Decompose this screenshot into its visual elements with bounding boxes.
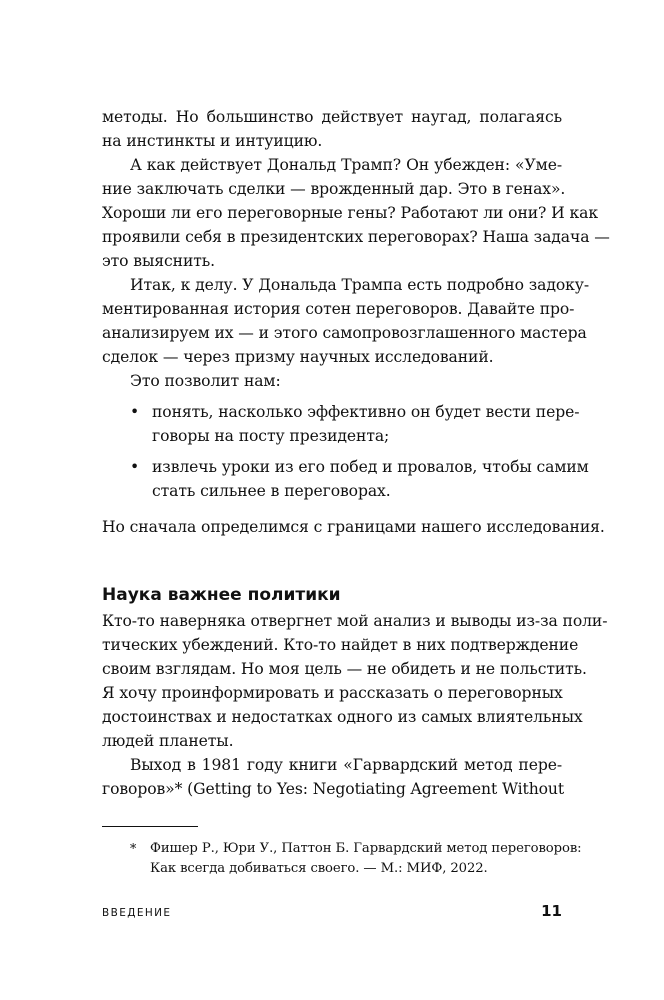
body-text-line: своим взглядам. Но моя цель — не обидеть и не польстить.: [102, 660, 587, 678]
bullet-item-line: понять, насколько эффективно он будет вести пере-: [152, 403, 580, 421]
body-text-line: анализируем их — и этого самопровозглашенного мастера: [102, 324, 587, 342]
bullet-item-line: стать сильнее в переговорах.: [152, 482, 391, 500]
body-text-line: методы. Но большинство действует наугад, полагаясь: [102, 108, 562, 126]
body-text-line: говоров»* (Getting to Yes: Negotiating Agreement Without: [102, 780, 565, 798]
footnote-line: Как всегда добиваться своего. — М.: МИФ, 2022.: [150, 861, 488, 876]
body-text-line: Это позволит нам:: [130, 372, 281, 390]
body-text-line: это выяснить.: [102, 252, 216, 270]
footnote-line: Фишер Р., Юри У., Паттон Б. Гарвардский метод переговоров:: [150, 841, 582, 856]
body-text-line: Выход в 1981 году книги «Гарвардский метод пере-: [130, 756, 562, 774]
bullet-item-line: говоры на посту президента;: [152, 427, 390, 445]
footnote-marker: *: [130, 841, 137, 856]
bullet-item-line: извлечь уроки из его побед и провалов, чтобы самим: [152, 458, 589, 476]
body-text-line: ментированная история сотен переговоров. Давайте про-: [102, 300, 575, 318]
body-text-line: сделок — через призму научных исследований.: [102, 348, 494, 366]
bullet-marker: •: [130, 403, 140, 421]
body-text-line: достоинствах и недостатках одного из самых влиятельных: [102, 708, 583, 726]
body-text-line: Хороши ли его переговорные гены? Работают ли они? И как: [102, 204, 598, 222]
body-text-line: людей планеты.: [102, 732, 234, 750]
body-text-line: на инстинкты и интуицию.: [102, 132, 323, 150]
footnote-divider: [102, 826, 198, 827]
body-text-line: Я хочу проинформировать и рассказать о переговорных: [102, 684, 563, 702]
body-text-line: ние заключать сделки — врожденный дар. Это в генах».: [102, 180, 566, 198]
body-text-line: Кто-то наверняка отвергнет мой анализ и выводы из-за поли-: [102, 612, 608, 630]
body-text-line: Итак, к делу. У Дональда Трампа есть подробно задоку-: [130, 276, 589, 294]
page-number: 11: [541, 902, 562, 920]
running-footer-section: ВВЕДЕНИЕ: [102, 907, 172, 919]
body-text-line: тических убеждений. Кто-то найдет в них подтверждение: [102, 636, 579, 654]
body-text-line: Но сначала определимся с границами нашего исследования.: [102, 518, 605, 536]
bullet-marker: •: [130, 458, 140, 476]
section-heading: Наука важнее политики: [102, 585, 341, 605]
body-text-line: проявили себя в президентских переговорах? Наша задача —: [102, 228, 610, 246]
body-text-line: А как действует Дональд Трамп? Он убежден: «Уме-: [130, 156, 562, 174]
